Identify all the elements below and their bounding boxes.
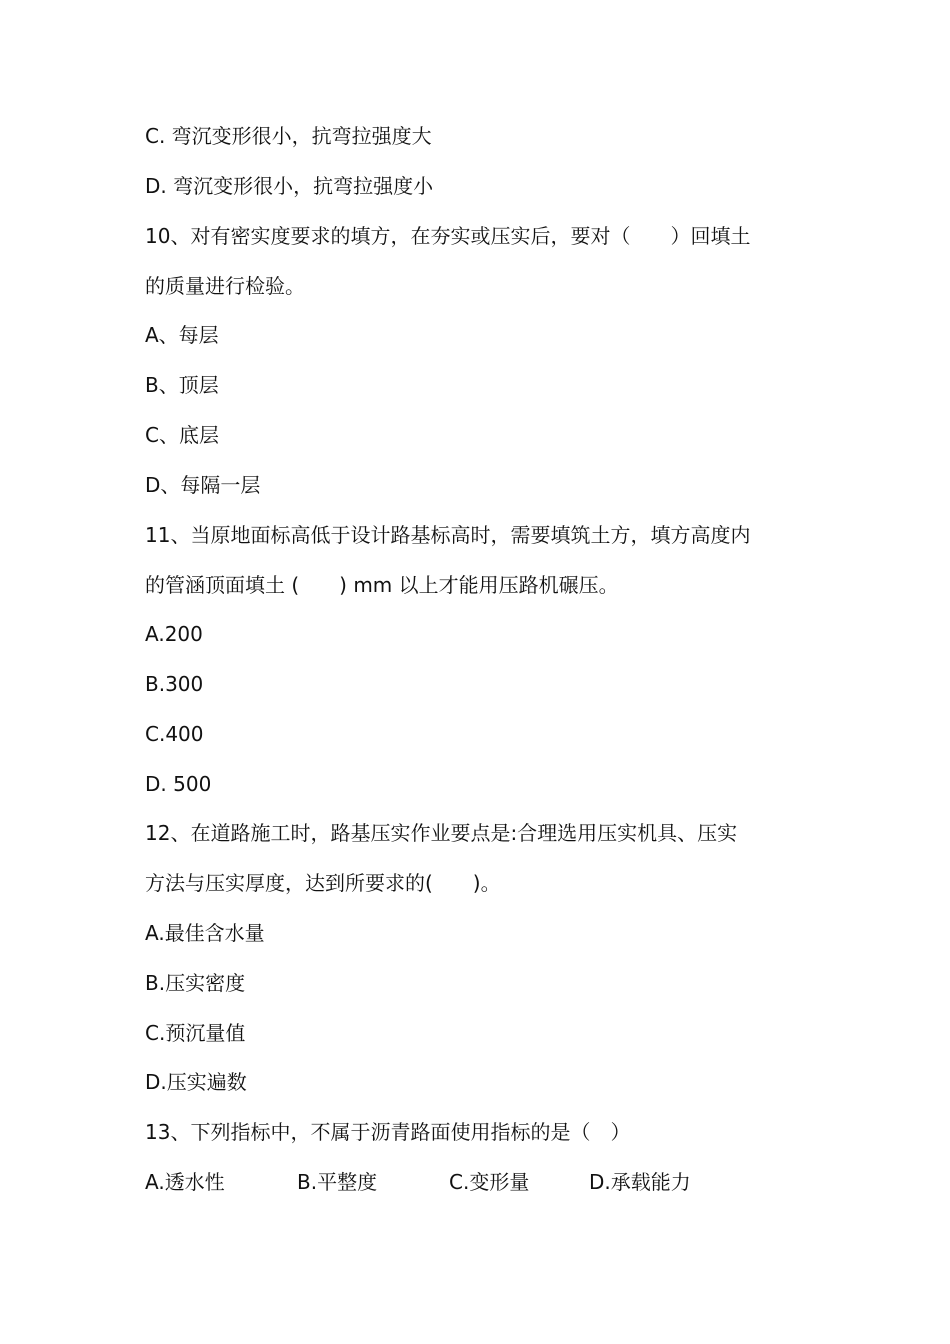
question-12-line-2: 方法与压实厚度，达到所要求的( )。: [145, 871, 501, 895]
option-line: D、每隔一层: [145, 473, 261, 497]
option-line: B、顶层: [145, 373, 219, 397]
option-line: C、底层: [145, 423, 219, 447]
option-b: B.平整度: [297, 1170, 378, 1194]
option-line: A.最佳含水量: [145, 921, 265, 945]
option-line: D.压实遍数: [145, 1070, 247, 1094]
option-a: A.透水性: [145, 1170, 225, 1194]
option-line: C. 弯沉变形很小，抗弯拉强度大: [145, 124, 432, 148]
question-10-line-2: 的质量进行检验。: [145, 274, 305, 298]
option-line: C.预沉量值: [145, 1021, 246, 1045]
option-line: C.400: [145, 722, 204, 746]
option-line: A.200: [145, 622, 203, 646]
option-line: A、每层: [145, 323, 219, 347]
option-line: B.压实密度: [145, 971, 246, 995]
question-11-line-1: 11、当原地面标高低于设计路基标高时，需要填筑土方，填方高度内: [145, 523, 751, 547]
question-11-line-2: 的管涵顶面填土 ( ) mm 以上才能用压路机碾压。: [145, 573, 619, 597]
option-line: B.300: [145, 672, 204, 696]
option-d: D.承载能力: [589, 1170, 691, 1194]
option-c: C.变形量: [449, 1170, 530, 1194]
question-13-line-1: 13、下列指标中，不属于沥青路面使用指标的是（ ）: [145, 1120, 631, 1144]
question-10-line-1: 10、对有密实度要求的填方，在夯实或压实后，要对（ ）回填土: [145, 224, 751, 248]
option-line: D. 弯沉变形很小，抗弯拉强度小: [145, 174, 434, 198]
question-12-line-1: 12、在道路施工时，路基压实作业要点是:合理选用压实机具、压实: [145, 821, 738, 845]
option-line: D. 500: [145, 772, 212, 796]
